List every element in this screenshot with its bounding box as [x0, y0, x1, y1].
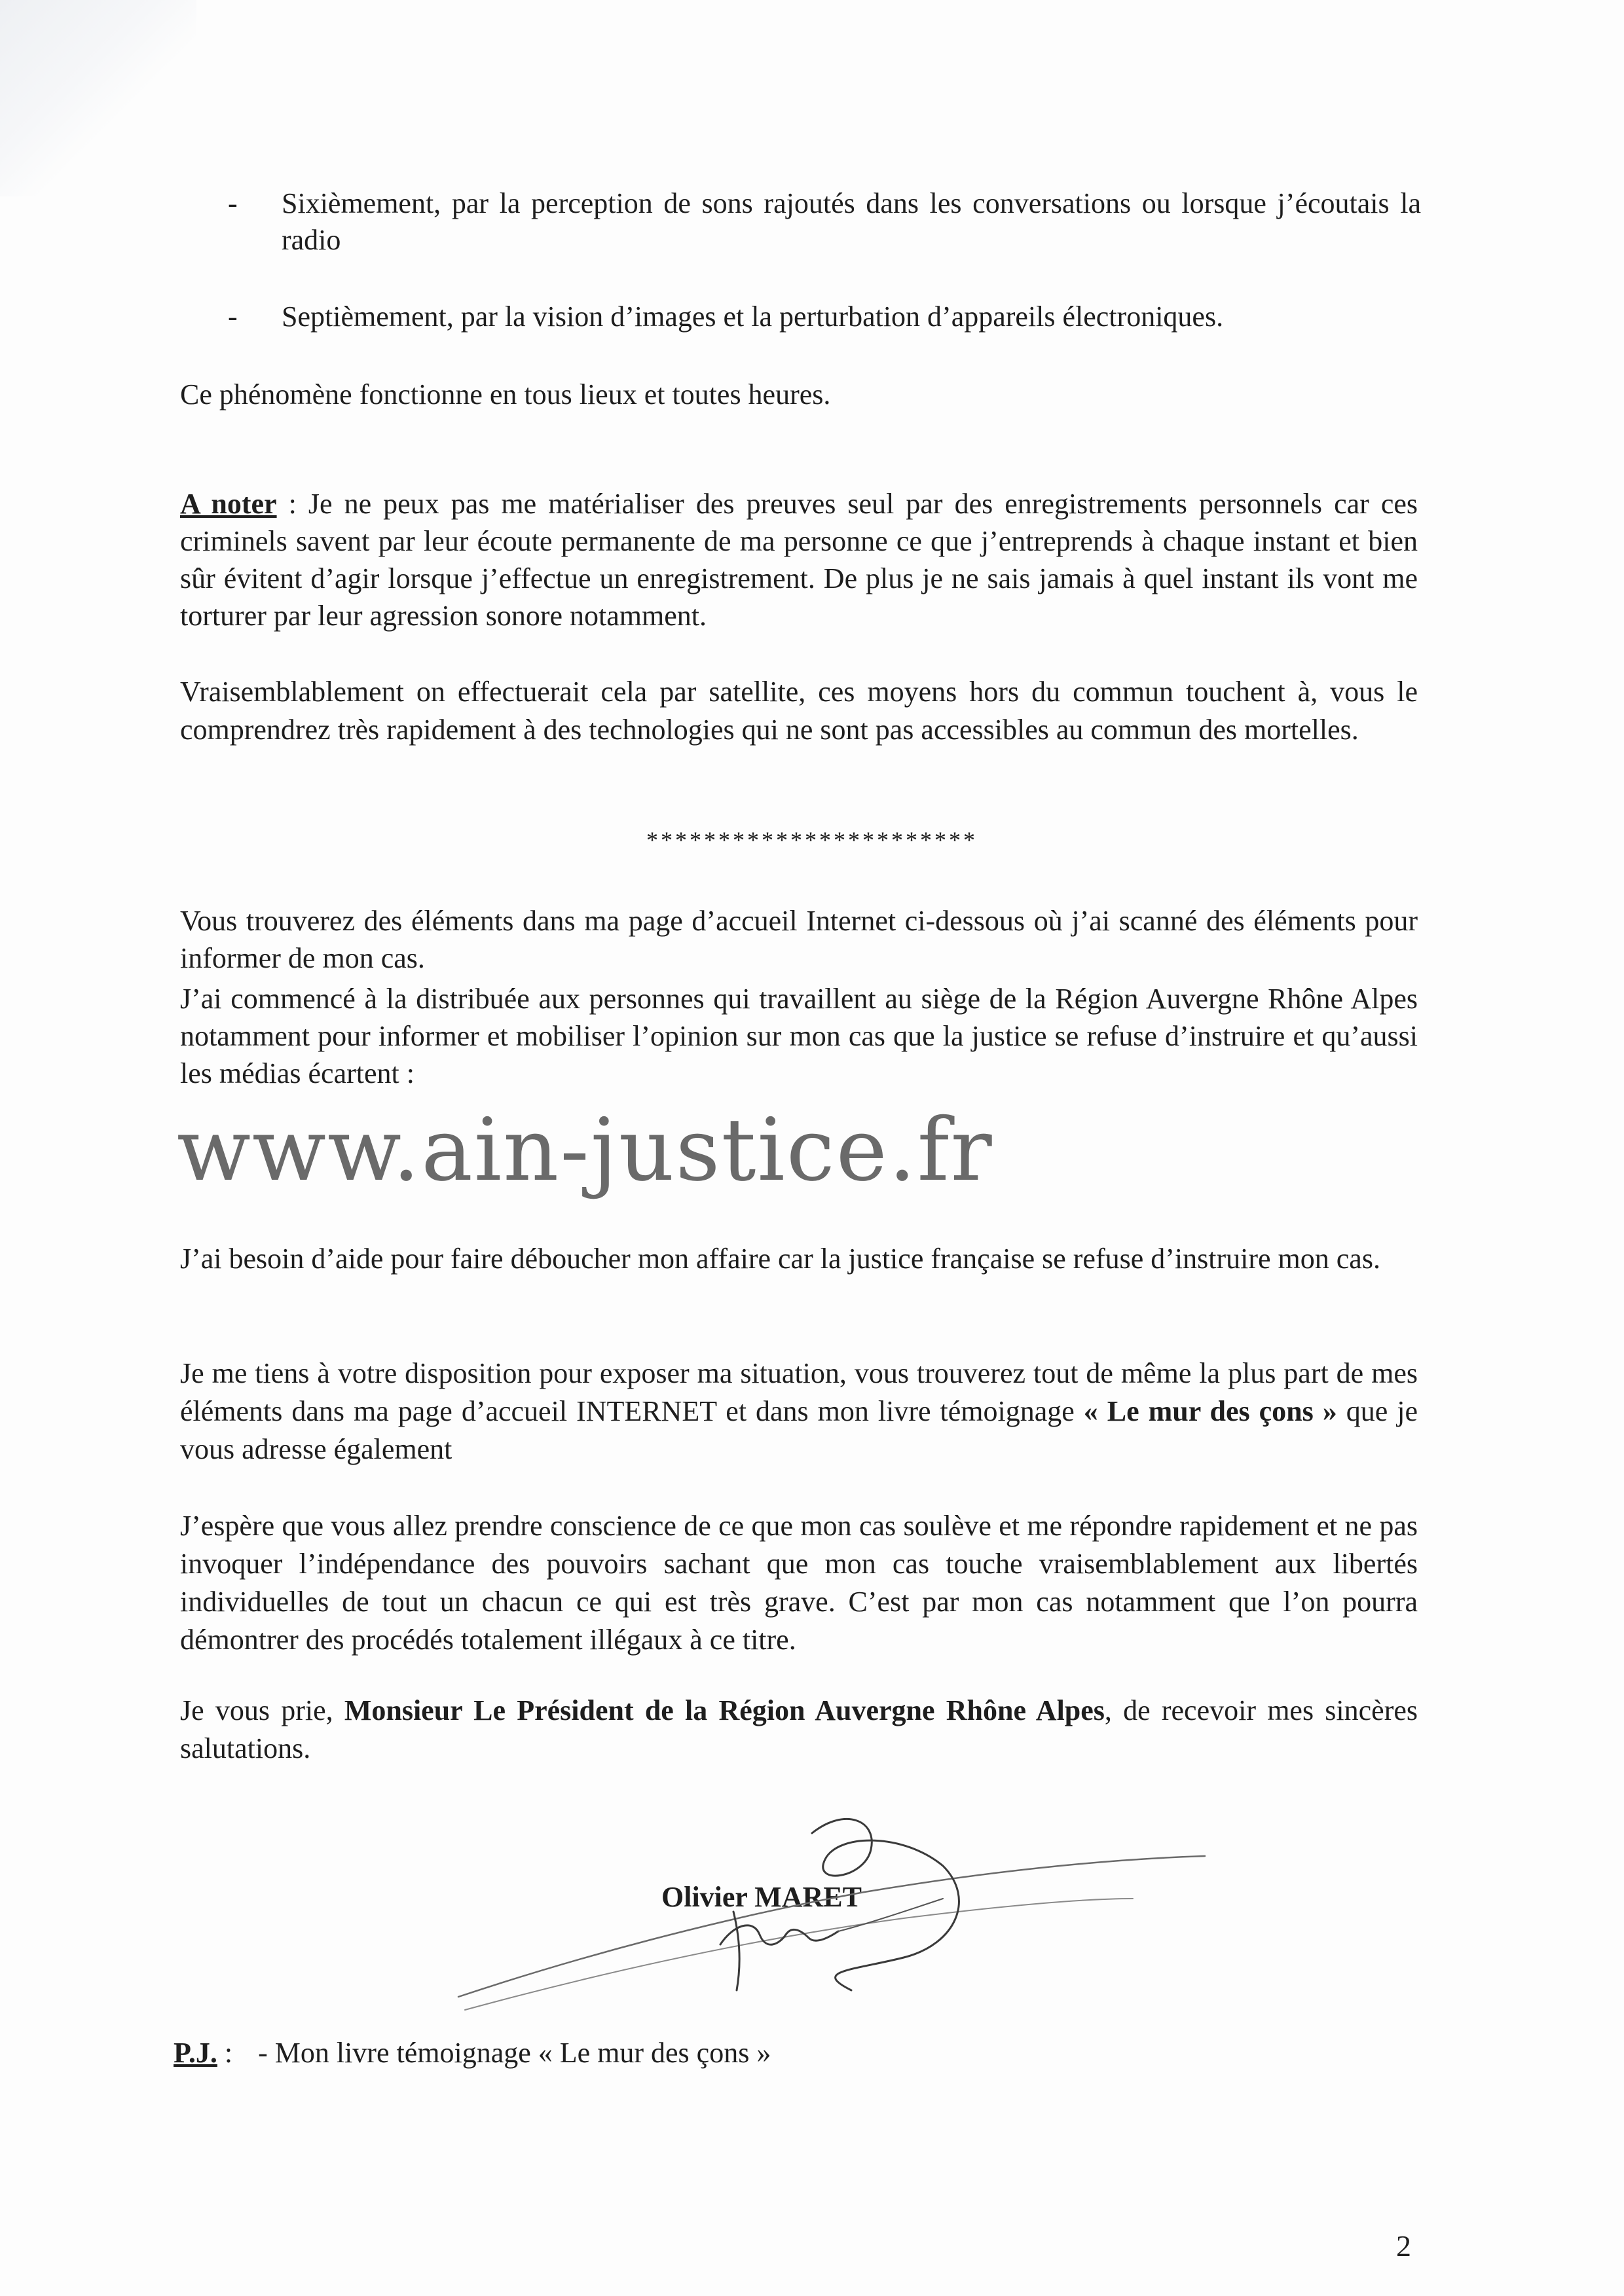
- paragraph-a-noter: [180, 485, 1418, 634]
- attachments-line: [174, 2036, 771, 2069]
- salutation-recipient: Monsieur Le Président de la Région Auvergne Rhône Alpes: [344, 1694, 1105, 1726]
- salutation-end: , de recevoir mes sincères salutations.: [180, 1694, 1418, 1764]
- website-link[interactable]: www.ain-justice.fr: [177, 1100, 993, 1201]
- salutation-start: Je vous prie,: [180, 1694, 344, 1726]
- bullet-dash: -: [228, 301, 238, 333]
- paragraph-espere: J’espère que vous allez prendre conscience de ce que mon cas soulève et me répondre rapidement et ne pas invoquer l’indépendance des pouvoirs sachant que mon cas touche vraisemblablement aux libertés individuelles de tout un chacun ce qui est très grave. C’est par mon cas notamment que l’on pourra démontrer des procédés totalement illégaux à ce titre.: [180, 1510, 1418, 1656]
- separator-stars: ***********************: [646, 827, 978, 853]
- paragraph-disposition: [180, 1355, 1418, 1468]
- paragraph-satellite: Vraisemblablement on effectuerait cela par satellite, ces moyens hors du commun touchent à, vous le comprendrez très rapidement à des technologies qui ne sont pas accessibles au commun des mortelles.: [180, 676, 1418, 746]
- bullet-item: [229, 185, 1421, 259]
- disposition-text: Je me tiens à votre disposition pour exposer ma situation, vous trouverez tout de même la plus part de mes éléments dans ma page d’accueil INTERNET et dans mon livre témoignage: [180, 1357, 1418, 1427]
- bullet-dash: -: [228, 187, 238, 219]
- a-noter-label: A noter: [180, 488, 277, 520]
- attachments-label: P.J.: [174, 2037, 217, 2069]
- paragraph-elements-1: Vous trouverez des éléments dans ma page d’accueil Internet ci-dessous où j’ai scanné des éléments pour informer de mon cas.: [180, 905, 1418, 974]
- page-number: 2: [1396, 2229, 1411, 2263]
- bullet-item: [229, 299, 1421, 335]
- bullet-text: Sixièmement, par la perception de sons rajoutés dans les conversations ou lorsque j’écoutais la radio: [282, 187, 1421, 256]
- paragraph-phenomene: Ce phénomène fonctionne en tous lieux et toutes heures.: [180, 378, 831, 410]
- attachments-separator: :: [217, 2037, 233, 2069]
- paragraph-besoin-aide: J’ai besoin d’aide pour faire déboucher mon affaire car la justice française se refuse d’instruire mon cas.: [180, 1243, 1380, 1275]
- bullet-text: Septièmement, par la vision d’images et la perturbation d’appareils électroniques.: [282, 301, 1224, 333]
- attachments-text: - Mon livre témoignage « Le mur des çons »: [258, 2037, 771, 2069]
- disposition-end: que je vous adresse également: [180, 1395, 1418, 1465]
- page-corner-shadow: [0, 0, 196, 196]
- paragraph-salutation: [180, 1692, 1418, 1768]
- signatory-name: Olivier MARET: [661, 1881, 862, 1913]
- paragraph-elements-2: J’ai commencé à la distribuée aux personnes qui travaillent au siège de la Région Auvergne Rhône Alpes notamment pour informer et mobiliser l’opinion sur mon cas que la justice se refuse d’instruire et qu’aussi les médias écartent :: [180, 983, 1418, 1089]
- handwritten-signature: [445, 1794, 1231, 2030]
- a-noter-text: : Je ne peux pas me matérialiser des preuves seul par des enregistrements personnels car ces criminels savent par leur écoute permanente de ma personne ce que j’entreprends à chaque instant et bien sûr évitent d’agir lorsque j’effectue un enregistrement. De plus je ne sais jamais à quel instant ils vont me torturer par leur agression sonore notamment.: [180, 488, 1418, 632]
- book-title: « Le mur des çons »: [1083, 1395, 1337, 1427]
